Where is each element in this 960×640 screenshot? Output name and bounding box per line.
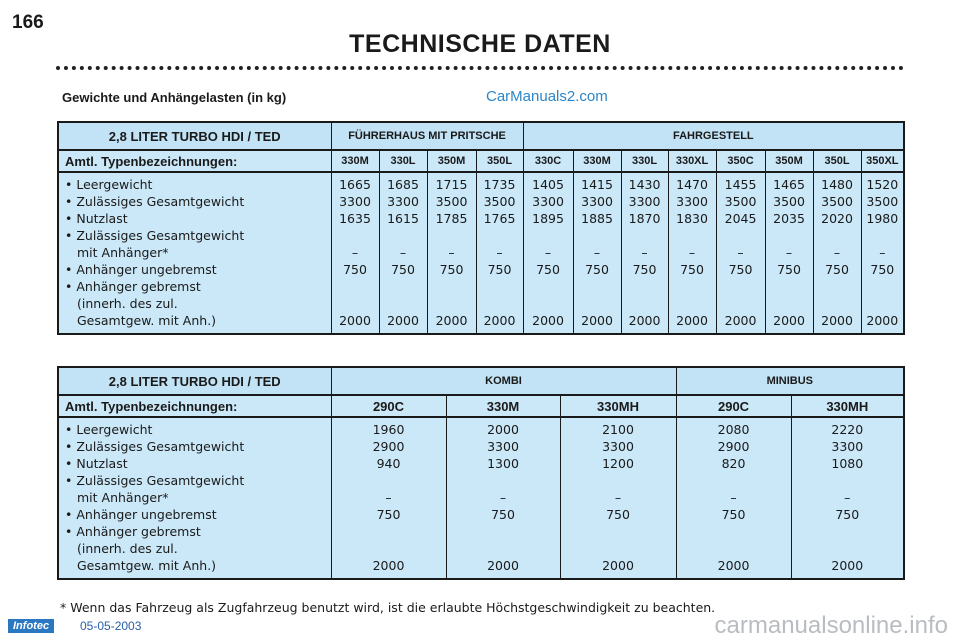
- label-gebremst-3: Gesamtgew. mit Anh.): [77, 313, 217, 328]
- infotec-logo: Infotec: [8, 619, 54, 633]
- value-zul-anh: –: [593, 245, 601, 260]
- value-leergewicht: 1415: [581, 177, 613, 192]
- value-leergewicht: 1405: [532, 177, 564, 192]
- value-column: [379, 172, 427, 334]
- value-column: [676, 417, 791, 579]
- label-zul-anh-2: mit Anhänger*: [77, 490, 169, 505]
- type-code: 330L: [621, 150, 668, 172]
- value-column: [476, 172, 523, 334]
- value-nutzlast: 1765: [483, 211, 516, 226]
- value-ungebremst: 750: [343, 262, 367, 277]
- type-code-row: [58, 395, 904, 417]
- weights-table-kombi-minibus: [57, 366, 905, 580]
- value-zulaessiges: 3500: [866, 194, 899, 209]
- label-gebremst-3: Gesamtgew. mit Anh.): [77, 558, 217, 573]
- value-ungebremst: 750: [376, 507, 401, 522]
- value-ungebremst: 750: [632, 262, 657, 277]
- value-leergewicht: 1455: [724, 177, 757, 192]
- weights-table-pritsche-fahrgestell: [57, 121, 905, 335]
- value-zulaessiges: 3300: [581, 194, 613, 209]
- table-body-row: [58, 417, 904, 579]
- value-leergewicht: 1665: [339, 177, 371, 192]
- value-leergewicht: 1960: [372, 422, 405, 437]
- value-gebremst: 2000: [435, 313, 468, 328]
- value-zulaessiges: 3300: [532, 194, 564, 209]
- value-nutzlast: 1300: [487, 456, 519, 471]
- type-code: 330C: [523, 150, 573, 172]
- value-gebremst: 2000: [387, 313, 419, 328]
- value-column: [813, 172, 861, 334]
- label-zulaessiges: • Zulässiges Gesamtgewicht: [65, 439, 245, 454]
- value-gebremst: 2000: [487, 558, 519, 573]
- row-labels: [58, 417, 331, 579]
- value-column: [523, 172, 573, 334]
- value-zulaessiges: 2900: [372, 439, 405, 454]
- type-code: 330MH: [560, 395, 676, 417]
- value-column: [791, 417, 904, 579]
- label-gebremst-1: • Anhänger gebremst: [65, 279, 201, 294]
- value-ungebremst: 750: [536, 262, 560, 277]
- value-column: [765, 172, 813, 334]
- type-code-row: [58, 150, 904, 172]
- value-leergewicht: 1735: [483, 177, 516, 192]
- value-ungebremst: 750: [680, 262, 704, 277]
- value-gebremst: 2000: [676, 313, 708, 328]
- label-leergewicht: • Leergewicht: [65, 422, 153, 437]
- model-name: 2,8 LITER TURBO HDI / TED: [58, 122, 331, 150]
- label-ungebremst: • Anhänger ungebremst: [65, 507, 217, 522]
- value-leergewicht: 1685: [387, 177, 419, 192]
- value-gebremst: 2000: [821, 313, 853, 328]
- type-code: 330M: [446, 395, 560, 417]
- value-leergewicht: 2000: [487, 422, 519, 437]
- type-code: 330M: [331, 150, 379, 172]
- value-column: [331, 417, 446, 579]
- value-column: [861, 172, 904, 334]
- type-label: Amtl. Typenbezeichnungen:: [58, 395, 331, 417]
- value-ungebremst: 750: [835, 507, 860, 522]
- value-zul-anh: –: [351, 245, 359, 260]
- type-code: 330XL: [668, 150, 716, 172]
- value-ungebremst: 750: [606, 507, 630, 522]
- table-body-row: [58, 172, 904, 334]
- value-zulaessiges: 3500: [821, 194, 853, 209]
- value-column: [331, 172, 379, 334]
- value-gebremst: 2000: [339, 313, 371, 328]
- group-header-kombi: KOMBI: [331, 367, 676, 395]
- label-zul-anh-2: mit Anhänger*: [77, 245, 169, 260]
- value-zulaessiges: 3300: [387, 194, 419, 209]
- value-zulaessiges: 2900: [717, 439, 750, 454]
- value-gebremst: 2000: [532, 313, 564, 328]
- issue-date: 05-05-2003: [80, 619, 142, 633]
- type-label: Amtl. Typenbezeichnungen:: [58, 150, 331, 172]
- value-zul-anh: –: [879, 245, 886, 260]
- label-gebremst-2: (innerh. des zul.: [77, 296, 178, 311]
- value-nutzlast: 1885: [581, 211, 613, 226]
- page-title: TECHNISCHE DATEN: [349, 30, 611, 58]
- value-zulaessiges: 3300: [676, 194, 708, 209]
- group-header-minibus: MINIBUS: [676, 367, 904, 395]
- value-leergewicht: 1520: [866, 177, 899, 192]
- table-header-row: [58, 122, 904, 150]
- value-gebremst: 2000: [866, 313, 899, 328]
- value-zul-anh: –: [641, 245, 648, 260]
- label-leergewicht: • Leergewicht: [65, 177, 153, 192]
- value-ungebremst: 750: [491, 507, 515, 522]
- value-ungebremst: 750: [777, 262, 801, 277]
- type-code: 330MH: [791, 395, 904, 417]
- value-ungebremst: 750: [487, 262, 512, 277]
- value-nutzlast: 820: [721, 456, 746, 471]
- type-code: 330L: [379, 150, 427, 172]
- value-nutzlast: 1830: [676, 211, 708, 226]
- value-gebremst: 2000: [372, 558, 405, 573]
- value-leergewicht: 1465: [773, 177, 805, 192]
- value-zul-anh: –: [785, 245, 793, 260]
- value-ungebremst: 750: [721, 507, 746, 522]
- value-leergewicht: 1715: [435, 177, 468, 192]
- label-nutzlast: • Nutzlast: [65, 211, 128, 226]
- value-nutzlast: 940: [376, 456, 401, 471]
- value-ungebremst: 750: [585, 262, 609, 277]
- label-zul-anh-1: • Zulässiges Gesamtgewicht: [65, 228, 245, 243]
- value-column: [560, 417, 676, 579]
- value-column: [446, 417, 560, 579]
- value-nutzlast: 1895: [532, 211, 564, 226]
- label-nutzlast: • Nutzlast: [65, 456, 128, 471]
- value-zulaessiges: 3300: [628, 194, 661, 209]
- value-zul-anh: –: [544, 245, 552, 260]
- value-zulaessiges: 3500: [773, 194, 805, 209]
- value-zul-anh: –: [399, 245, 407, 260]
- value-ungebremst: 750: [825, 262, 849, 277]
- value-zulaessiges: 3500: [483, 194, 516, 209]
- section-heading: Gewichte und Anhängelasten (in kg): [62, 90, 287, 105]
- value-column: [573, 172, 621, 334]
- group-header-pritsche: FÜHRERHAUS MIT PRITSCHE: [331, 122, 523, 150]
- value-nutzlast: 1200: [602, 456, 634, 471]
- type-code: 350M: [765, 150, 813, 172]
- label-ungebremst: • Anhänger ungebremst: [65, 262, 217, 277]
- watermark-bottom: carmanualsonline.info: [714, 612, 948, 639]
- value-zulaessiges: 3500: [724, 194, 757, 209]
- value-nutzlast: 1980: [866, 211, 899, 226]
- group-header-fahrgestell: FAHRGESTELL: [523, 122, 904, 150]
- value-leergewicht: 2100: [602, 422, 634, 437]
- watermark-top: CarManuals2.com: [486, 88, 608, 105]
- value-gebremst: 2000: [773, 313, 805, 328]
- value-zul-anh: –: [737, 245, 744, 260]
- value-zul-anh: –: [730, 490, 737, 505]
- type-code: 350C: [716, 150, 765, 172]
- value-zul-anh: –: [496, 245, 503, 260]
- value-leergewicht: 1430: [628, 177, 661, 192]
- value-column: [427, 172, 476, 334]
- value-zul-anh: –: [844, 490, 851, 505]
- value-column: [716, 172, 765, 334]
- type-code: 290C: [331, 395, 446, 417]
- value-nutzlast: 1635: [339, 211, 371, 226]
- type-code: 350M: [427, 150, 476, 172]
- value-gebremst: 2000: [717, 558, 750, 573]
- value-ungebremst: 750: [439, 262, 464, 277]
- value-gebremst: 2000: [831, 558, 864, 573]
- footnote: * Wenn das Fahrzeug als Zugfahrzeug benutzt wird, ist die erlaubte Höchstgeschwindigkeit zu beachten.: [60, 600, 716, 615]
- value-gebremst: 2000: [724, 313, 757, 328]
- value-gebremst: 2000: [483, 313, 516, 328]
- value-gebremst: 2000: [581, 313, 613, 328]
- value-leergewicht: 2080: [717, 422, 750, 437]
- value-zul-anh: –: [385, 490, 392, 505]
- label-gebremst-2: (innerh. des zul.: [77, 541, 178, 556]
- value-ungebremst: 750: [391, 262, 415, 277]
- value-zulaessiges: 3300: [602, 439, 634, 454]
- value-zulaessiges: 3300: [487, 439, 519, 454]
- value-leergewicht: 2220: [831, 422, 864, 437]
- value-nutzlast: 1870: [628, 211, 661, 226]
- label-zulaessiges: • Zulässiges Gesamtgewicht: [65, 194, 245, 209]
- value-gebremst: 2000: [628, 313, 661, 328]
- model-name: 2,8 LITER TURBO HDI / TED: [58, 367, 331, 395]
- label-gebremst-1: • Anhänger gebremst: [65, 524, 201, 539]
- label-zul-anh-1: • Zulässiges Gesamtgewicht: [65, 473, 245, 488]
- value-nutzlast: 1785: [435, 211, 468, 226]
- value-leergewicht: 1470: [676, 177, 708, 192]
- value-zul-anh: –: [614, 490, 622, 505]
- page-number: 166: [12, 12, 44, 33]
- value-nutzlast: 2035: [773, 211, 805, 226]
- row-labels: [58, 172, 331, 334]
- value-nutzlast: 2045: [724, 211, 757, 226]
- dotted-divider: [56, 66, 904, 70]
- value-zulaessiges: 3300: [339, 194, 371, 209]
- value-column: [621, 172, 668, 334]
- value-zul-anh: –: [833, 245, 841, 260]
- value-nutzlast: 1615: [387, 211, 419, 226]
- type-code: 350L: [476, 150, 523, 172]
- value-zulaessiges: 3500: [435, 194, 468, 209]
- type-code: 350XL: [861, 150, 904, 172]
- value-column: [668, 172, 716, 334]
- value-gebremst: 2000: [602, 558, 634, 573]
- table-header-row: [58, 367, 904, 395]
- type-code: 330M: [573, 150, 621, 172]
- type-code: 290C: [676, 395, 791, 417]
- value-zul-anh: –: [688, 245, 696, 260]
- type-code: 350L: [813, 150, 861, 172]
- value-ungebremst: 750: [870, 262, 895, 277]
- value-ungebremst: 750: [728, 262, 753, 277]
- value-zul-anh: –: [448, 245, 455, 260]
- value-leergewicht: 1480: [821, 177, 853, 192]
- value-nutzlast: 1080: [831, 456, 864, 471]
- value-zulaessiges: 3300: [831, 439, 864, 454]
- value-zul-anh: –: [499, 490, 507, 505]
- value-nutzlast: 2020: [821, 211, 853, 226]
